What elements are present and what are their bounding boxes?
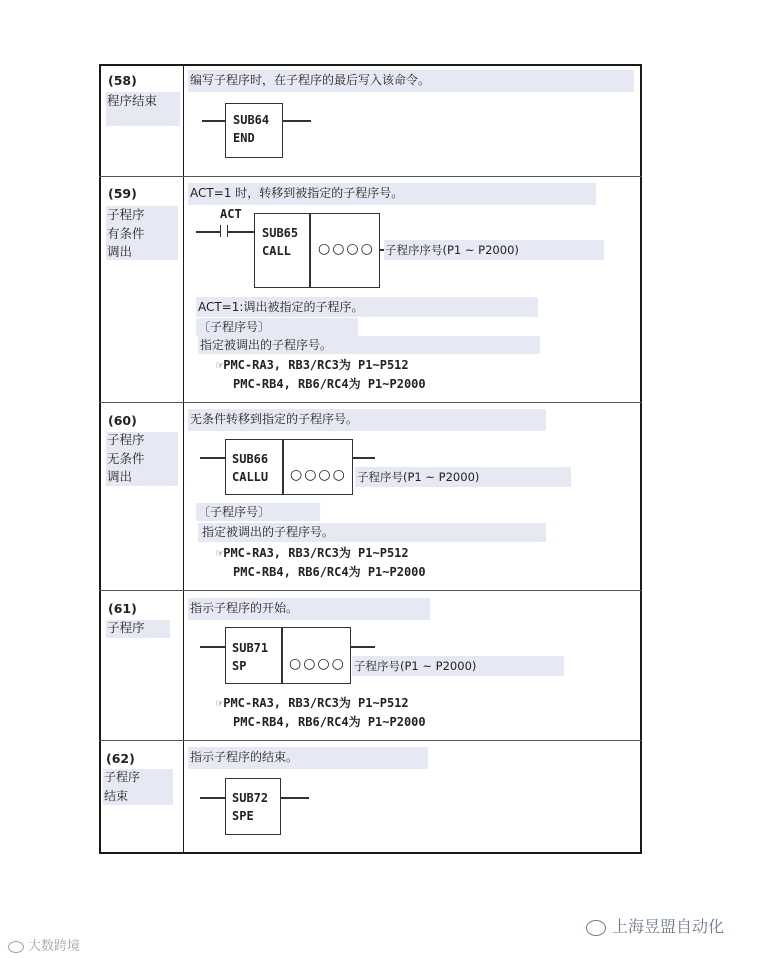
box-line2: CALL xyxy=(262,244,291,258)
row-label: 子程序 xyxy=(107,207,145,222)
param-placeholder: ○○○○ xyxy=(318,241,375,257)
row-description: 指示子程序的结束。 xyxy=(190,750,299,764)
row-description: 编写子程序时，在子程序的最后写入该命令。 xyxy=(190,73,431,87)
param-note: 子程序号(P1 ~ P2000) xyxy=(354,659,477,673)
row-label: 子程序 xyxy=(107,620,145,635)
wechat-icon xyxy=(586,920,606,936)
row-label: 无条件 xyxy=(107,451,145,466)
box-line1: SUB66 xyxy=(232,452,269,466)
box-line1: SUB65 xyxy=(262,226,299,240)
pmc-note: PMC-RB4, RB6/RC4为 P1~P2000 xyxy=(233,377,426,391)
row-divider xyxy=(99,402,642,403)
row-divider xyxy=(99,176,642,177)
param-note: 子程序序号(P1 ~ P2000) xyxy=(385,243,519,257)
row-number: (60) xyxy=(108,413,137,428)
row-number: (58) xyxy=(108,73,137,88)
pmc-note: ☞PMC-RA3, RB3/RC3为 P1~P512 xyxy=(216,696,409,710)
row-label: 结束 xyxy=(104,789,129,803)
box-line2: END xyxy=(233,131,255,145)
logo-icon xyxy=(8,941,24,953)
row-divider xyxy=(99,740,642,741)
row-number: (59) xyxy=(108,186,137,201)
row-number: (62) xyxy=(106,751,135,766)
row-divider xyxy=(99,590,642,591)
row-number: (61) xyxy=(108,601,137,616)
note: 〔子程序号〕 xyxy=(198,320,271,334)
row-label: 调出 xyxy=(107,469,133,484)
note: 〔子程序号〕 xyxy=(198,505,271,519)
note: 指定被调出的子程序号。 xyxy=(200,338,333,352)
pmc-note: PMC-RB4, RB6/RC4为 P1~P2000 xyxy=(233,715,426,729)
box-line1: SUB72 xyxy=(232,791,269,805)
row-description: 无条件转移到指定的子程序号。 xyxy=(190,412,359,426)
watermark-brand: 上海昱盟自动化 xyxy=(586,914,724,937)
row-description: ACT=1 时，转移到被指定的子程序号。 xyxy=(190,186,404,200)
note: ACT=1:调出被指定的子程序。 xyxy=(198,300,364,314)
param-placeholder: ○○○○ xyxy=(289,656,346,672)
note: 指定被调出的子程序号。 xyxy=(202,525,335,539)
row-label: 调出 xyxy=(107,244,133,259)
row-label: 程序结束 xyxy=(107,93,158,108)
param-placeholder: ○○○○ xyxy=(290,467,347,483)
box-line1: SUB64 xyxy=(233,113,270,127)
pmc-note: ☞PMC-RA3, RB3/RC3为 P1~P512 xyxy=(216,546,409,560)
box-line1: SUB71 xyxy=(232,641,269,655)
param-note: 子程序号(P1 ~ P2000) xyxy=(357,470,480,484)
column-divider xyxy=(183,64,184,854)
watermark-left: 大数跨境 xyxy=(8,935,80,954)
pmc-note: PMC-RB4, RB6/RC4为 P1~P2000 xyxy=(233,565,426,579)
row-label: 子程序 xyxy=(107,432,145,447)
row-label: 有条件 xyxy=(107,226,145,241)
contact-icon xyxy=(220,225,228,237)
row-label: 子程序 xyxy=(104,770,141,784)
row-description: 指示子程序的开始。 xyxy=(190,601,299,615)
box-line2: CALLU xyxy=(232,470,269,484)
box-line2: SPE xyxy=(232,809,254,823)
box-line2: SP xyxy=(232,659,247,673)
act-label: ACT xyxy=(220,207,242,221)
pmc-note: ☞PMC-RA3, RB3/RC3为 P1~P512 xyxy=(216,358,409,372)
